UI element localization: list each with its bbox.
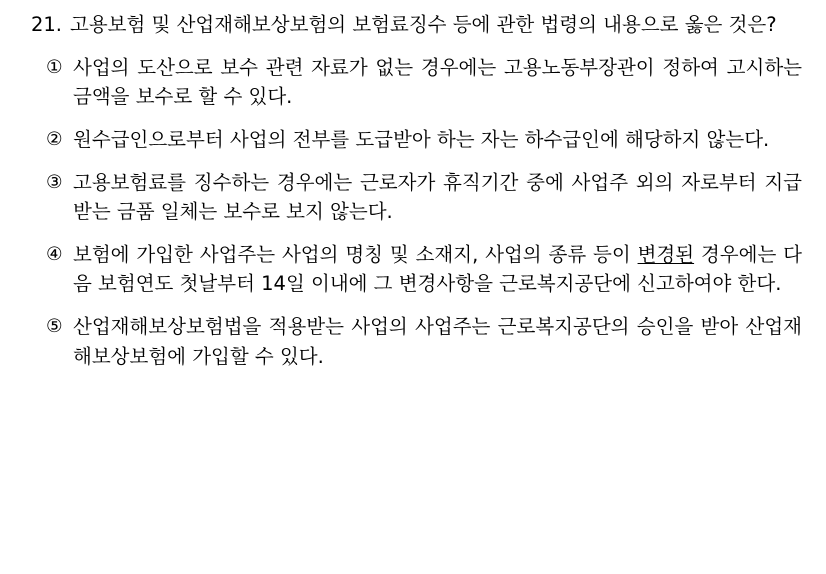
- question-block: [22, 10, 804, 40]
- choice-text-2: 원수급인으로부터 사업의 전부를 도급받아 하는 자는 하수급인에 해당하지 않는다.: [73, 127, 770, 151]
- choice-marker-2: ②: [46, 128, 63, 150]
- choice-text-4-part-b: 경우에는 다음 보험연도 첫날부터 14일 이내에 그 변경사항을 근로복지공단에 신고하여야 한다.: [73, 242, 802, 296]
- choice-text-5: 산업재해보상보험법을 적용받는 사업의 사업주는 근로복지공단의 승인을 받아 산업재해보상보험에 가입할 수 있다.: [73, 315, 802, 368]
- choice-marker-1: ①: [46, 56, 63, 78]
- choice-text-4-emphasis: 변경된: [637, 242, 695, 266]
- choice-marker-3: ③: [46, 171, 63, 193]
- choice-text-1: 사업의 도산으로 보수 관련 자료가 없는 경우에는 고용노동부장관이 정하여 고시하는 금액을 보수로 할 수 있다.: [73, 55, 802, 109]
- choice-text-4-part-a: 보험에 가입한 사업주는 사업의 명칭 및 소재지, 사업의 종류 등이: [73, 242, 638, 266]
- choice-option-4[interactable]: [22, 240, 804, 299]
- choice-text-3: 고용보험료를 징수하는 경우에는 근로자가 휴직기간 중에 사업주 외의 자로부터 지급받는 금품 일체는 보수로 보지 않는다.: [73, 170, 802, 224]
- question-stem: 고용보험 및 산업재해보상보험의 보험료징수 등에 관한 법령의 내용으로 옳은 것은?: [70, 13, 777, 36]
- choice-option-2[interactable]: [22, 125, 804, 155]
- choice-option-3[interactable]: [22, 168, 804, 227]
- question-number: 21.: [30, 13, 62, 36]
- choice-text-4: [73, 240, 804, 299]
- choice-option-1[interactable]: [22, 53, 804, 112]
- choice-list: [22, 53, 804, 372]
- choice-marker-4: ④: [46, 243, 63, 265]
- choice-marker-5: ⑤: [46, 316, 63, 337]
- choice-option-5[interactable]: [22, 312, 804, 371]
